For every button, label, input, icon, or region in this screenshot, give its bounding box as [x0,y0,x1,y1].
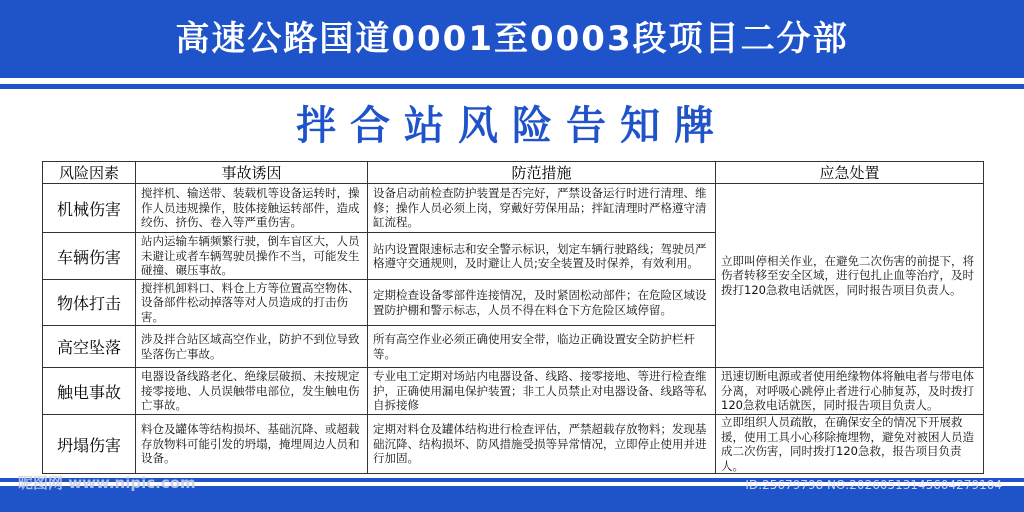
risk-factor-cell: 高空坠落 [43,326,136,368]
header-accident-cause: 事故诱因 [136,162,368,184]
header-emergency: 应急处置 [716,162,984,184]
watermark-id: ID:25679798 NO:20260513145604279104 [745,478,1002,492]
risk-factor-cell: 机械伤害 [43,184,136,233]
table-row [43,184,984,233]
table-header-row [43,162,984,184]
table-row [43,415,984,474]
cause-cell: 涉及拌合站区域高空作业，防护不到位导致坠落伤亡事故。 [136,326,368,368]
cause-cell: 搅拌机卸料口、料仓上方等位置高空物体、设备部件松动掉落等对人员造成的打击伤害。 [136,280,368,326]
cause-cell: 站内运输车辆频繁行驶，倒车盲区大，人员未避让或者车辆驾驶员操作不当，可能发生碰撞、碾压事故。 [136,233,368,280]
risk-factor-cell: 触电事故 [43,368,136,415]
header-risk-factor: 风险因素 [43,162,136,184]
prevention-cell: 定期检查设备零部件连接情况，及时紧固松动部件；在危险区域设置防护棚和警示标志，人员不得在料仓下方危险区域停留。 [368,280,716,326]
risk-factor-cell: 物体打击 [43,280,136,326]
cause-cell: 料仓及罐体等结构损坏、基础沉降、或超载存放物料可能引发的坍塌，掩埋周边人员和设备。 [136,415,368,474]
emergency-cell: 迅速切断电源或者使用绝缘物体将触电者与带电体分离，对呼吸心跳停止者进行心肺复苏，及时拨打120急救电话就医，同时报告项目负责人。 [716,368,984,415]
prevention-cell: 定期对料仓及罐体结构进行检查评估，严禁超载存放物料；发现基础沉降、结构损坏、防风措施受损等异常情况，立即停止使用并进行加固。 [368,415,716,474]
prevention-cell: 设备启动前检查防护装置是否完好，严禁设备运行时进行清理、维修；操作人员必须上岗，穿戴好劳保用品；拌缸清理时严格遵守清缸流程。 [368,184,716,233]
risk-factor-cell: 坍塌伤害 [43,415,136,474]
header-title: 高速公路国道0001至0003段项目二分部 [175,19,849,59]
cause-cell: 搅拌机、输送带、装载机等设备运转时，操作人员违规操作，肢体接触运转部件，造成绞伤、挤伤、卷入等严重伤害。 [136,184,368,233]
risk-factor-cell: 车辆伤害 [43,233,136,280]
sign-title: 拌合站风险告知牌 [296,103,728,149]
top-divider-stripe [0,84,1024,89]
emergency-cell: 立即组织人员疏散，在确保安全的情况下开展救援，使用工具小心移除掩埋物，避免对被困人员造成二次伤害，同时拨打120急救，报告项目负责人。 [716,415,984,474]
emergency-cell: 立即叫停相关作业，在避免二次伤害的前提下，将伤者转移至安全区域，进行包扎止血等治疗，及时拨打120急救电话就医，同时报告项目负责人。 [716,184,984,368]
table-row [43,368,984,415]
header-prevention: 防范措施 [368,162,716,184]
prevention-cell: 专业电工定期对场站内电器设备、线路、接零接地、等进行检查维护，正确使用漏电保护装置；非工人员禁止对电器设备、线路等私自拆接修 [368,368,716,415]
watermark-site: 昵图网 www.nipic.com [18,474,196,492]
risk-table [42,161,984,474]
prevention-cell: 站内设置限速标志和安全警示标识，划定车辆行驶路线；驾驶员严格遵守交通规则，及时避让人员;安全装置及时保养，有效利用。 [368,233,716,280]
prevention-cell: 所有高空作业必须正确使用安全带，临边正确设置安全防护栏杆等。 [368,326,716,368]
cause-cell: 电器设备线路老化、绝缘层破损、未按规定接零接地、人员误触带电部位，发生触电伤亡事故。 [136,368,368,415]
